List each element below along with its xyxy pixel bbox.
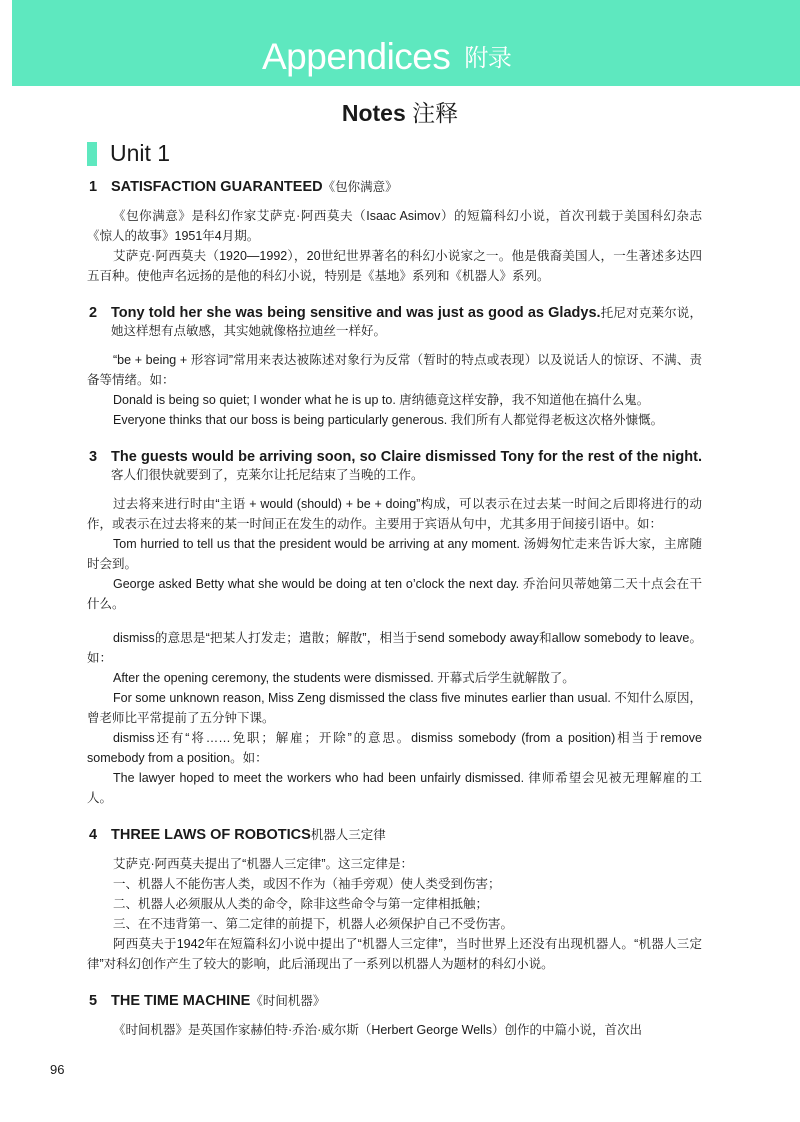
note-heading [87, 448, 702, 484]
note-example: After the opening ceremony, the students were dismissed. 开幕式后学生就解散了。 [113, 671, 575, 685]
note-paragraph: 艾萨克·阿西莫夫提出了“机器人三定律”。这三定律是： [113, 857, 413, 871]
notes-heading-cn: 注释 [412, 100, 459, 126]
note-number: 1 [89, 179, 98, 195]
note-paragraph: 《包你满意》是科幻作家艾萨克·阿西莫夫（Isaac Asimov）的短篇科幻小说，首次刊载于美国科幻杂志《惊人的故事》1951年4月期。 [87, 209, 702, 243]
appendices-title-en: Appendices [262, 36, 451, 77]
note-3 [87, 448, 702, 808]
note-paragraph: dismiss还有“将……免职；解雇；开除”的意思。dismiss somebody (from a position)相当于remove somebody from a position。如： [87, 731, 702, 765]
note-example: Everyone thinks that our boss is being particularly generous. 我们所有人都觉得老板这次格外慷慨。 [113, 413, 664, 427]
note-example: The lawyer hoped to meet the workers who had been unfairly dismissed. 律师希望会见被无理解雇的工人。 [87, 771, 702, 805]
note-2 [87, 304, 702, 430]
note-paragraph: dismiss的意思是“把某人打发走；遣散；解散”，相当于send somebody away和allow somebody to leave。如： [87, 631, 702, 665]
notes-heading [0, 95, 800, 128]
appendices-title [262, 36, 511, 78]
note-heading-en: Tony told her she was being sensitive and was just as good as Gladys. [111, 305, 601, 321]
note-example: Donald is being so quiet; I wonder what he is up to. 唐纳德竟这样安静，我不知道他在搞什么鬼。 [113, 393, 650, 407]
notes-heading-en: Notes [341, 100, 406, 126]
note-number: 4 [89, 827, 98, 843]
note-heading-en: THE TIME MACHINE [111, 993, 251, 1009]
note-4 [87, 826, 702, 974]
notes-list [87, 178, 702, 1058]
note-heading-en: SATISFACTION GUARANTEED [111, 179, 323, 195]
note-heading-cn: 托尼对克莱尔说，她这样想有点敏感，其实她就像格拉迪丝一样好。 [111, 306, 702, 338]
note-number: 2 [89, 305, 98, 321]
note-heading-en: The guests would be arriving soon, so Claire dismissed Tony for the rest of the night. [111, 449, 702, 465]
unit-title: Unit 1 [110, 140, 171, 166]
note-number: 5 [89, 993, 98, 1009]
note-heading [87, 304, 702, 340]
note-heading-en: THREE LAWS OF ROBOTICS [111, 827, 311, 843]
note-example: Tom hurried to tell us that the president would be arriving at any moment. 汤姆匆忙走来告诉大家，主席随时会到。 [87, 537, 702, 571]
note-heading [87, 992, 702, 1010]
note-5 [87, 992, 702, 1040]
note-paragraph: 《时间机器》是英国作家赫伯特·乔治·威尔斯（Herbert George Wells）创作的中篇小说，首次出 [113, 1023, 642, 1037]
unit-marker-bar [87, 142, 97, 166]
appendices-title-cn: 附录 [464, 45, 512, 72]
note-heading-cn: 《时间机器》 [250, 994, 326, 1008]
note-example: George asked Betty what she would be doing at ten o’clock the next day. 乔治问贝蒂她第二天十点会在干什么。 [87, 577, 702, 611]
note-heading-cn: 《包你满意》 [322, 180, 398, 194]
note-paragraph: “be + being + 形容词”常用来表达被陈述对象行为反常（暂时的特点或表现）以及说话人的惊讶、不满、责备等情绪。如： [87, 353, 702, 387]
note-heading [87, 826, 702, 844]
note-example: For some unknown reason, Miss Zeng dismissed the class five minutes earlier than usual. 不知什么原因，曾老师比平常提前了五分钟下课。 [87, 691, 702, 725]
note-heading-cn: 机器人三定律 [310, 828, 386, 842]
note-heading [87, 178, 702, 196]
note-list-item: 一、机器人不能伤害人类，或因不作为（袖手旁观）使人类受到伤害； [113, 877, 501, 891]
note-heading-cn: 客人们很快就要到了，克莱尔让托尼结束了当晚的工作。 [111, 468, 424, 482]
note-paragraph: 艾萨克·阿西莫夫（1920—1992），20世纪世界著名的科幻小说家之一。他是俄裔美国人，一生著述多达四五百种。使他声名远扬的是他的科幻小说，特别是《基地》系列和《机器人》系列。 [87, 249, 702, 283]
note-1 [87, 178, 702, 286]
note-number: 3 [89, 449, 98, 465]
note-list-item: 三、在不违背第一、第二定律的前提下，机器人必须保护自己不受伤害。 [113, 917, 514, 931]
note-paragraph: 阿西莫夫于1942年在短篇科幻小说中提出了“机器人三定律”，当时世界上还没有出现机器人。“机器人三定律”对科幻创作产生了较大的影响，此后涌现出了一系列以机器人为题材的科幻小说。 [87, 937, 702, 971]
note-paragraph: 过去将来进行时由“主语 + would (should) + be + doing”构成，可以表示在过去某一时间之后即将进行的动作，或表示在过去将来的某一时间正在发生的动作。主要用于宾语从句中，尤其多用于间接引语中。如： [87, 497, 702, 531]
page-number: 96 [50, 1062, 65, 1077]
note-list-item: 二、机器人必须服从人类的命令，除非这些命令与第一定律相抵触； [113, 897, 489, 911]
